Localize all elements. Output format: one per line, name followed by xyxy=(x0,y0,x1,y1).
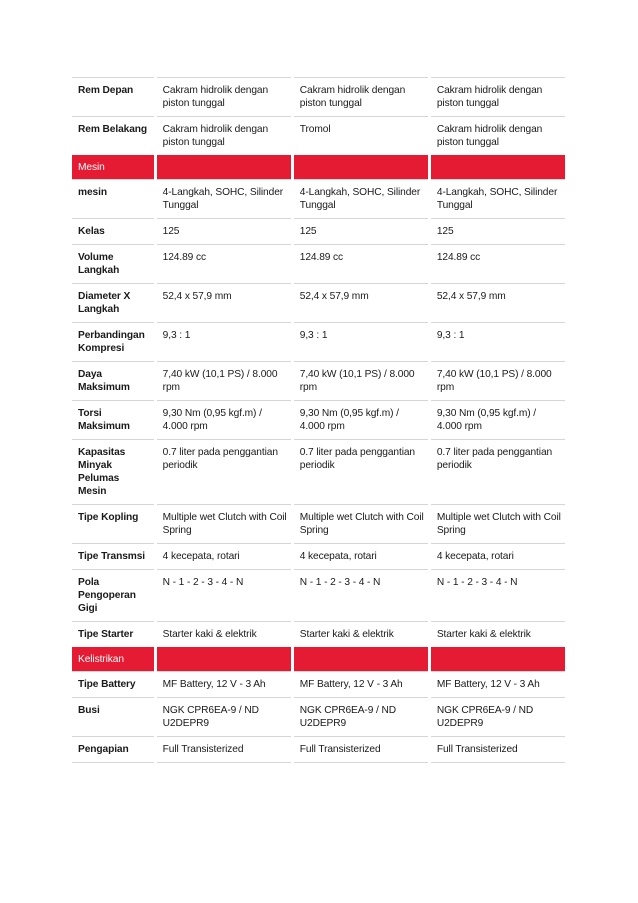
spec-value-variant-1: 7,40 kW (10,1 PS) / 8.000 rpm xyxy=(157,361,291,400)
section-title: Kelistrikan xyxy=(72,647,154,671)
spec-table xyxy=(69,77,568,763)
spec-value-variant-2: 9,30 Nm (0,95 kgf.m) / 4.000 rpm xyxy=(294,400,428,439)
spec-label: Torsi Maksimum xyxy=(72,400,154,439)
spec-value-variant-1: MF Battery, 12 V - 3 Ah xyxy=(157,671,291,697)
section-header-cell xyxy=(157,155,291,179)
section-header-cell xyxy=(431,647,565,671)
spec-row-pengapian xyxy=(72,736,565,763)
spec-label: Tipe Battery xyxy=(72,671,154,697)
spec-value-variant-3: MF Battery, 12 V - 3 Ah xyxy=(431,671,565,697)
spec-value-variant-1: Multiple wet Clutch with Coil Spring xyxy=(157,504,291,543)
spec-value-variant-2: Full Transisterized xyxy=(294,736,428,763)
spec-value-variant-3: 0.7 liter pada penggantian periodik xyxy=(431,439,565,504)
spec-label: Pola Pengoperan Gigi xyxy=(72,569,154,621)
spec-value-variant-1: 0.7 liter pada penggantian periodik xyxy=(157,439,291,504)
spec-value-variant-1: Starter kaki & elektrik xyxy=(157,621,291,647)
spec-value-variant-2: Tromol xyxy=(294,116,428,155)
section-header-cell xyxy=(431,155,565,179)
spec-value-variant-3: Starter kaki & elektrik xyxy=(431,621,565,647)
spec-label: Volume Langkah xyxy=(72,244,154,283)
spec-value-variant-3: 9,30 Nm (0,95 kgf.m) / 4.000 rpm xyxy=(431,400,565,439)
section-header-cell xyxy=(157,647,291,671)
section-header-cell xyxy=(294,155,428,179)
spec-label: Perbandingan Kompresi xyxy=(72,322,154,361)
spec-value-variant-2: 4-Langkah, SOHC, Silinder Tunggal xyxy=(294,179,428,218)
spec-value-variant-1: 4-Langkah, SOHC, Silinder Tunggal xyxy=(157,179,291,218)
section-header-mesin xyxy=(72,155,565,179)
spec-value-variant-3: Cakram hidrolik dengan piston tunggal xyxy=(431,116,565,155)
spec-value-variant-3: 52,4 x 57,9 mm xyxy=(431,283,565,322)
spec-value-variant-3: 7,40 kW (10,1 PS) / 8.000 rpm xyxy=(431,361,565,400)
spec-label: Rem Belakang xyxy=(72,116,154,155)
spec-label: Tipe Transmsi xyxy=(72,543,154,569)
spec-value-variant-2: 9,3 : 1 xyxy=(294,322,428,361)
spec-value-variant-2: MF Battery, 12 V - 3 Ah xyxy=(294,671,428,697)
spec-row-torsi-maksimum xyxy=(72,400,565,439)
spec-row-tipe-starter xyxy=(72,621,565,647)
spec-value-variant-1: 124.89 cc xyxy=(157,244,291,283)
spec-label: Rem Depan xyxy=(72,77,154,116)
spec-row-kelas xyxy=(72,218,565,244)
spec-value-variant-3: 4-Langkah, SOHC, Silinder Tunggal xyxy=(431,179,565,218)
spec-table-body xyxy=(72,77,565,763)
spec-row-rem-belakang xyxy=(72,116,565,155)
spec-value-variant-2: Multiple wet Clutch with Coil Spring xyxy=(294,504,428,543)
spec-label: Kapasitas Minyak Pelumas Mesin xyxy=(72,439,154,504)
spec-value-variant-3: 124.89 cc xyxy=(431,244,565,283)
section-title: Mesin xyxy=(72,155,154,179)
spec-value-variant-2: NGK CPR6EA-9 / ND U2DEPR9 xyxy=(294,697,428,736)
spec-row-perbandingan-kompresi xyxy=(72,322,565,361)
spec-value-variant-1: Cakram hidrolik dengan piston tunggal xyxy=(157,77,291,116)
spec-label: Busi xyxy=(72,697,154,736)
spec-label: Kelas xyxy=(72,218,154,244)
spec-row-tipe-transmsi xyxy=(72,543,565,569)
spec-row-kapasitas-minyak-pelumas-mesin xyxy=(72,439,565,504)
spec-row-diameter-x-langkah xyxy=(72,283,565,322)
spec-value-variant-2: 0.7 liter pada penggantian periodik xyxy=(294,439,428,504)
spec-value-variant-2: 4 kecepata, rotari xyxy=(294,543,428,569)
spec-value-variant-1: 4 kecepata, rotari xyxy=(157,543,291,569)
spec-value-variant-1: 125 xyxy=(157,218,291,244)
spec-row-busi xyxy=(72,697,565,736)
spec-label: Tipe Starter xyxy=(72,621,154,647)
spec-label: mesin xyxy=(72,179,154,218)
spec-value-variant-1: 9,30 Nm (0,95 kgf.m) / 4.000 rpm xyxy=(157,400,291,439)
spec-value-variant-2: 124.89 cc xyxy=(294,244,428,283)
spec-row-volume-langkah xyxy=(72,244,565,283)
spec-value-variant-2: Starter kaki & elektrik xyxy=(294,621,428,647)
spec-value-variant-3: Full Transisterized xyxy=(431,736,565,763)
spec-value-variant-3: NGK CPR6EA-9 / ND U2DEPR9 xyxy=(431,697,565,736)
spec-value-variant-1: N - 1 - 2 - 3 - 4 - N xyxy=(157,569,291,621)
spec-value-variant-1: NGK CPR6EA-9 / ND U2DEPR9 xyxy=(157,697,291,736)
spec-label: Daya Maksimum xyxy=(72,361,154,400)
spec-value-variant-2: 52,4 x 57,9 mm xyxy=(294,283,428,322)
spec-row-tipe-kopling xyxy=(72,504,565,543)
spec-label: Tipe Kopling xyxy=(72,504,154,543)
spec-value-variant-1: 52,4 x 57,9 mm xyxy=(157,283,291,322)
spec-value-variant-1: Full Transisterized xyxy=(157,736,291,763)
spec-value-variant-3: N - 1 - 2 - 3 - 4 - N xyxy=(431,569,565,621)
spec-value-variant-1: Cakram hidrolik dengan piston tunggal xyxy=(157,116,291,155)
spec-label: Pengapian xyxy=(72,736,154,763)
section-header-kelistrikan xyxy=(72,647,565,671)
spec-value-variant-3: 125 xyxy=(431,218,565,244)
spec-value-variant-2: 125 xyxy=(294,218,428,244)
spec-value-variant-1: 9,3 : 1 xyxy=(157,322,291,361)
spec-row-tipe-battery xyxy=(72,671,565,697)
spec-value-variant-3: 9,3 : 1 xyxy=(431,322,565,361)
section-header-cell xyxy=(294,647,428,671)
spec-value-variant-3: 4 kecepata, rotari xyxy=(431,543,565,569)
spec-label: Diameter X Langkah xyxy=(72,283,154,322)
spec-row-rem-depan xyxy=(72,77,565,116)
spec-row-pola-pengoperan-gigi xyxy=(72,569,565,621)
spec-value-variant-2: N - 1 - 2 - 3 - 4 - N xyxy=(294,569,428,621)
spec-row-daya-maksimum xyxy=(72,361,565,400)
spec-value-variant-2: 7,40 kW (10,1 PS) / 8.000 rpm xyxy=(294,361,428,400)
spec-value-variant-3: Cakram hidrolik dengan piston tunggal xyxy=(431,77,565,116)
spec-row-mesin xyxy=(72,179,565,218)
spec-value-variant-3: Multiple wet Clutch with Coil Spring xyxy=(431,504,565,543)
spec-value-variant-2: Cakram hidrolik dengan piston tunggal xyxy=(294,77,428,116)
